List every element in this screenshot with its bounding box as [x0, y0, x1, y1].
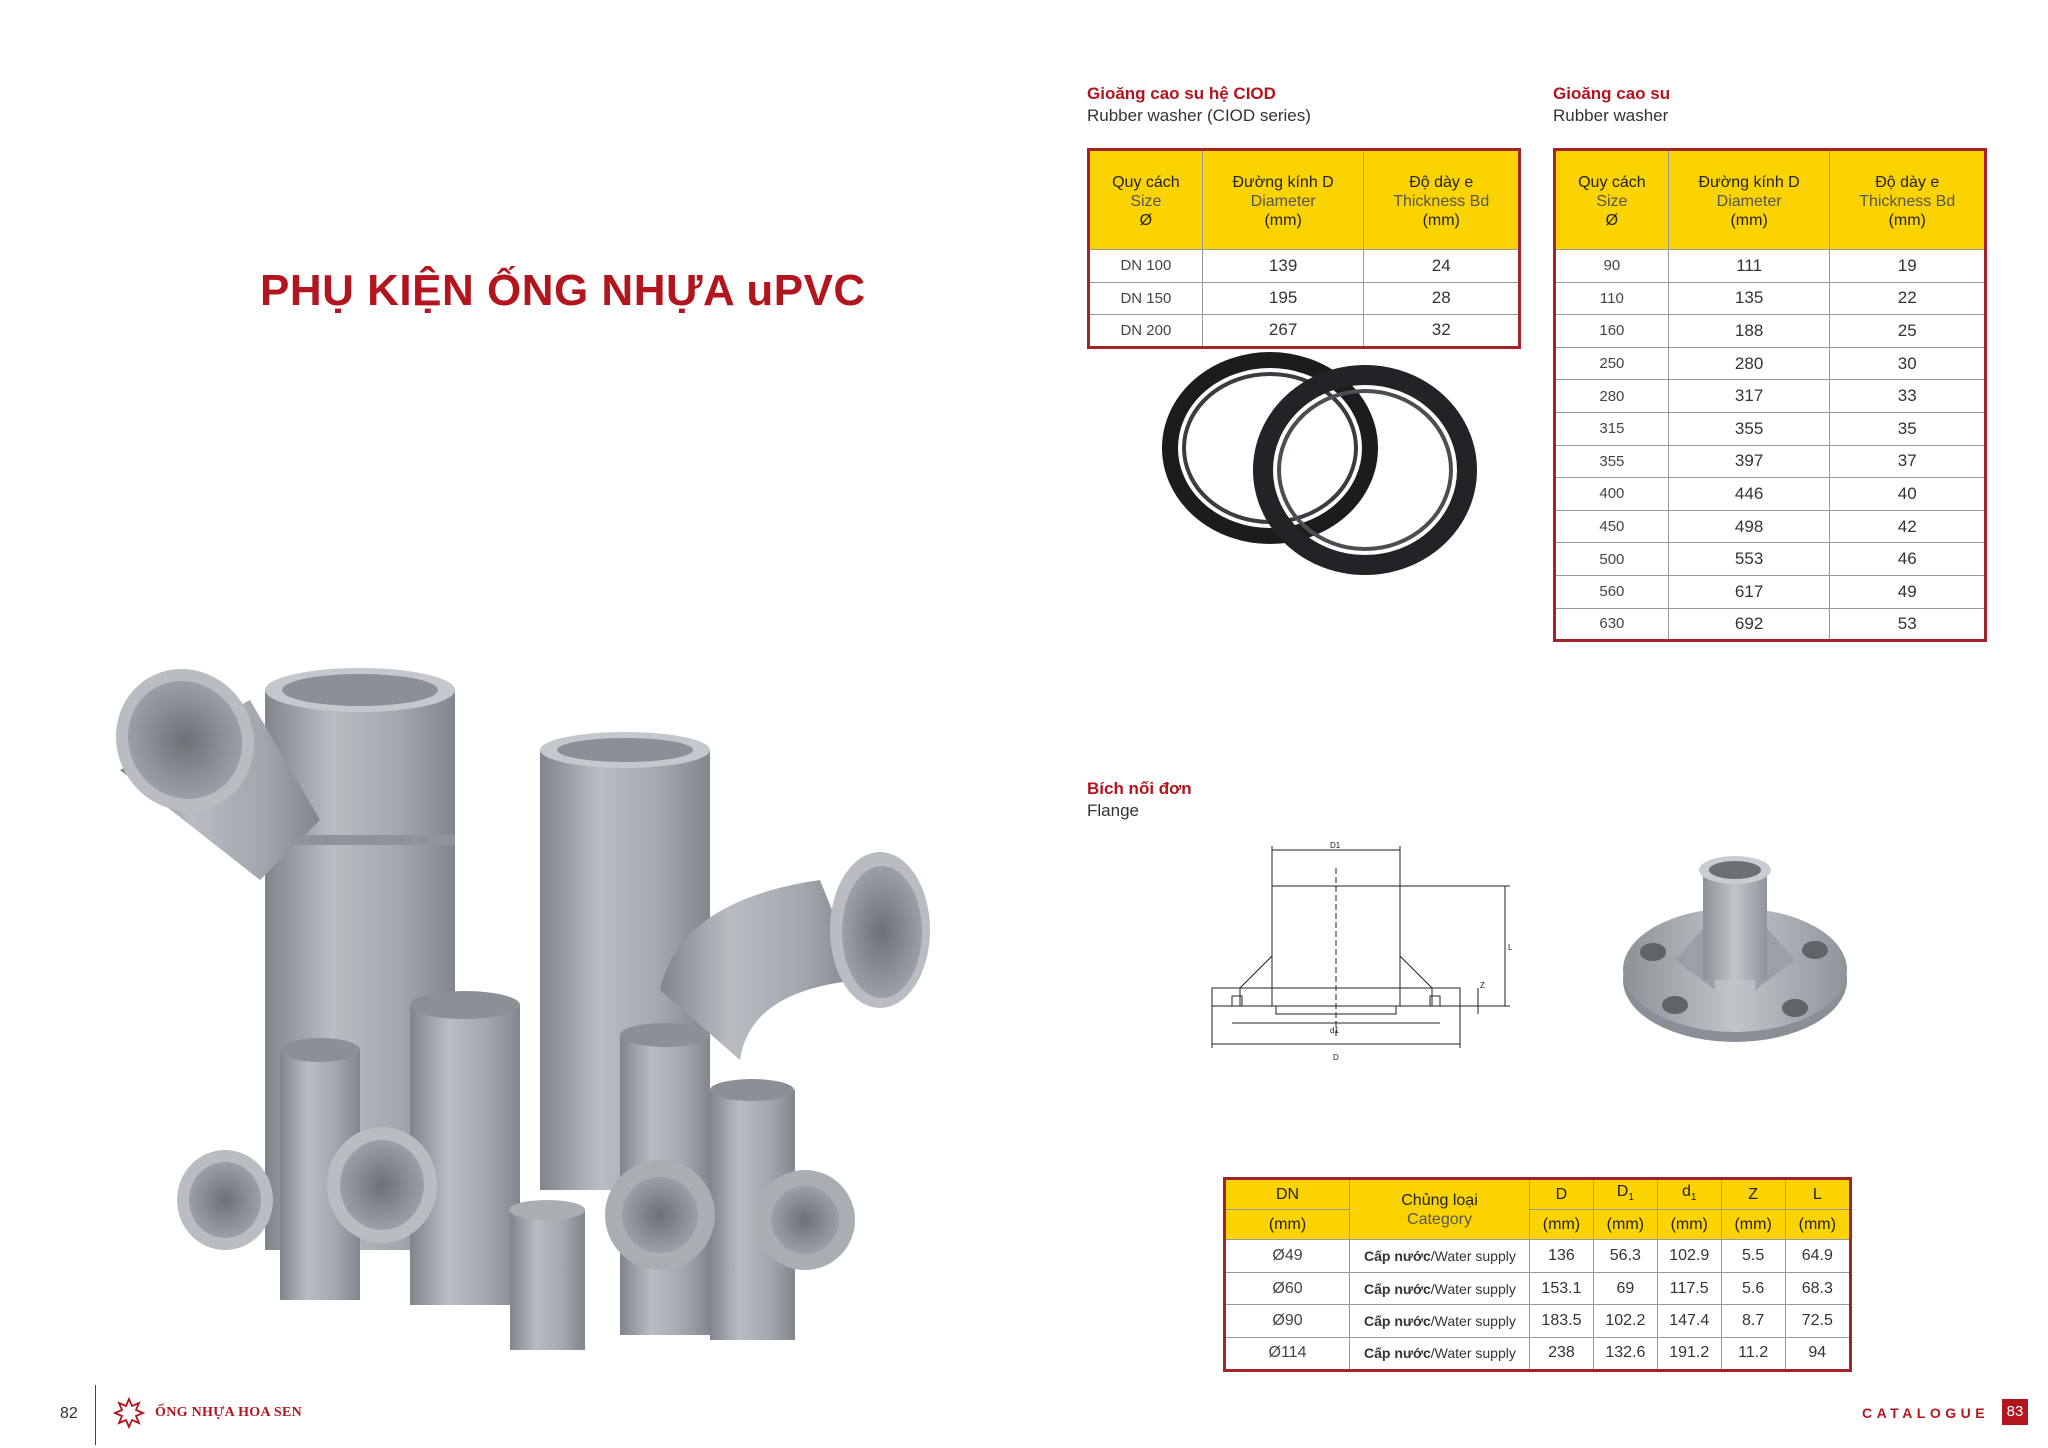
flange-technical-drawing: [1200, 838, 1530, 1068]
table-row: [1225, 1305, 1851, 1338]
d1-cell: 147.4: [1657, 1305, 1721, 1338]
size-cell: 90: [1555, 250, 1669, 283]
category-en: /Water supply: [1430, 1313, 1516, 1330]
size-cell: 160: [1555, 315, 1669, 348]
size-cell: DN 150: [1089, 282, 1203, 315]
size-cell: 400: [1555, 478, 1669, 511]
diameter-cell: 617: [1668, 575, 1830, 608]
L-cell: 68.3: [1785, 1272, 1850, 1305]
diameter-cell: 498: [1668, 510, 1830, 543]
d1-cell: 117.5: [1657, 1272, 1721, 1305]
table-unit-row: [1225, 1210, 1851, 1240]
L-cell: 94: [1785, 1337, 1850, 1370]
table-header-row: [1089, 150, 1520, 250]
table-row: [1089, 250, 1520, 283]
table-row: [1555, 282, 1986, 315]
label-D: D: [1333, 1053, 1339, 1062]
page-title: PHỤ KIỆN ỐNG NHỰA uPVC: [260, 266, 866, 315]
D1-unit: (mm): [1593, 1210, 1657, 1240]
header-subscript: 1: [1628, 1192, 1634, 1204]
header-text: Quy cách: [1112, 173, 1180, 191]
category-vi: Cấp nước: [1364, 1280, 1431, 1297]
diameter-cell: 280: [1668, 347, 1830, 380]
thickness-cell: 40: [1830, 478, 1986, 511]
label-L: L: [1508, 943, 1513, 952]
ciod-title-vi: Gioăng cao su hệ CIOD: [1087, 84, 1276, 103]
L-unit: (mm): [1785, 1210, 1850, 1240]
washer-section-heading: [1553, 84, 1670, 126]
table-row: [1555, 510, 1986, 543]
header-unit: (mm): [1422, 211, 1460, 229]
diameter-cell: 135: [1668, 282, 1830, 315]
L-cell: 72.5: [1785, 1305, 1850, 1338]
thickness-cell: 24: [1364, 250, 1520, 283]
header-subscript: 1: [1690, 1192, 1697, 1204]
category-cell: [1350, 1240, 1530, 1273]
header-subtext: Diameter: [1716, 192, 1782, 210]
header-unit: (mm): [1888, 211, 1926, 229]
table-row: [1555, 608, 1986, 641]
D1-cell: 69: [1593, 1272, 1657, 1305]
d1-unit: (mm): [1657, 1210, 1721, 1240]
diameter-cell: 553: [1668, 543, 1830, 576]
D1-header: [1593, 1179, 1657, 1210]
thickness-cell: 28: [1364, 282, 1520, 315]
header-text: Quy cách: [1578, 173, 1646, 191]
size-cell: 500: [1555, 543, 1669, 576]
table-row: [1555, 380, 1986, 413]
flange-title-en: Flange: [1087, 801, 1139, 820]
size-cell: 630: [1555, 608, 1669, 641]
thickness-cell: 49: [1830, 575, 1986, 608]
thickness-cell: 42: [1830, 510, 1986, 543]
size-cell: DN 100: [1089, 250, 1203, 283]
dn-cell: Ø49: [1225, 1240, 1350, 1273]
thickness-cell: 25: [1830, 315, 1986, 348]
size-cell: 560: [1555, 575, 1669, 608]
D-unit: (mm): [1530, 1210, 1594, 1240]
header-subtext: Thickness Bd: [1393, 192, 1490, 210]
table-row: [1555, 575, 1986, 608]
category-cell: [1350, 1305, 1530, 1338]
Z-cell: 8.7: [1721, 1305, 1785, 1338]
thickness-cell: 37: [1830, 445, 1986, 478]
size-header: [1089, 150, 1203, 250]
rubber-washer-table: [1553, 148, 1987, 642]
thickness-cell: 35: [1830, 412, 1986, 445]
diameter-cell: 111: [1668, 250, 1830, 283]
diameter-cell: 355: [1668, 412, 1830, 445]
category-cell: [1350, 1272, 1530, 1305]
table-row: [1089, 282, 1520, 315]
flange-title-vi: Bích nối đơn: [1087, 779, 1192, 798]
thickness-cell: 32: [1364, 315, 1520, 348]
size-header: [1555, 150, 1669, 250]
washer-title-vi: Gioăng cao su: [1553, 84, 1671, 103]
D-cell: 136: [1530, 1240, 1594, 1273]
dn-cell: Ø90: [1225, 1305, 1350, 1338]
size-cell: 315: [1555, 412, 1669, 445]
table-row: [1555, 478, 1986, 511]
dn-cell: Ø114: [1225, 1337, 1350, 1370]
table-row: [1555, 347, 1986, 380]
header-text: Đường kính D: [1698, 173, 1800, 191]
ciod-washer-table: [1087, 148, 1521, 349]
size-cell: 110: [1555, 282, 1669, 315]
flange-image: [1615, 840, 1855, 1050]
L-cell: 64.9: [1785, 1240, 1850, 1273]
category-vi: Cấp nước: [1364, 1247, 1431, 1264]
D1-cell: 56.3: [1593, 1240, 1657, 1273]
header-subtext: Thickness Bd: [1859, 192, 1956, 210]
D1-cell: 132.6: [1593, 1337, 1657, 1370]
header-text: Độ dày e: [1875, 173, 1940, 191]
header-subtext: Size: [1596, 192, 1628, 210]
fittings-photo: [60, 560, 980, 1390]
brand-name: ỐNG NHỰA HOA SEN: [155, 1405, 303, 1420]
diameter-header: [1202, 150, 1364, 250]
label-Z: Z: [1480, 981, 1485, 990]
dn-header: DN: [1225, 1179, 1350, 1210]
flange-section-heading: [1087, 779, 1192, 821]
D-cell: 238: [1530, 1337, 1594, 1370]
thickness-cell: 46: [1830, 543, 1986, 576]
L-header: L: [1785, 1179, 1850, 1210]
size-cell: 355: [1555, 445, 1669, 478]
table-row: [1225, 1240, 1851, 1273]
header-text: Đường kính D: [1232, 173, 1334, 191]
D1-cell: 102.2: [1593, 1305, 1657, 1338]
label-d1: d1: [1330, 1026, 1339, 1035]
Z-cell: 11.2: [1721, 1337, 1785, 1370]
table-row: [1555, 412, 1986, 445]
ciod-title-en: Rubber washer (CIOD series): [1087, 106, 1311, 125]
table-row: [1555, 445, 1986, 478]
category-en: /Water supply: [1430, 1345, 1516, 1362]
d1-header: [1657, 1179, 1721, 1210]
ciod-section-heading: [1087, 84, 1311, 126]
category-en: /Water supply: [1430, 1247, 1516, 1264]
table-row: [1555, 543, 1986, 576]
label-D1: D1: [1330, 841, 1341, 850]
size-cell: 450: [1555, 510, 1669, 543]
Z-unit: (mm): [1721, 1210, 1785, 1240]
diameter-cell: 317: [1668, 380, 1830, 413]
diameter-cell: 446: [1668, 478, 1830, 511]
thickness-cell: 53: [1830, 608, 1986, 641]
thickness-cell: 19: [1830, 250, 1986, 283]
rubber-washer-image: [1150, 330, 1480, 580]
Z-cell: 5.6: [1721, 1272, 1785, 1305]
diameter-cell: 195: [1202, 282, 1364, 315]
diameter-header: [1668, 150, 1830, 250]
diameter-cell: 692: [1668, 608, 1830, 641]
D-cell: 153.1: [1530, 1272, 1594, 1305]
page-number-right: 83: [2002, 1399, 2028, 1425]
diameter-cell: 397: [1668, 445, 1830, 478]
header-text: Chủng loại: [1401, 1191, 1478, 1209]
table-row: [1225, 1337, 1851, 1370]
category-cell: [1350, 1337, 1530, 1370]
footer-divider: [95, 1385, 96, 1445]
table-row: [1555, 250, 1986, 283]
Z-cell: 5.5: [1721, 1240, 1785, 1273]
category-vi: Cấp nước: [1364, 1313, 1431, 1330]
table-header-row: [1555, 150, 1986, 250]
D-header: D: [1530, 1179, 1594, 1210]
lotus-logo-icon: [113, 1397, 145, 1429]
header-text: d: [1681, 1183, 1691, 1200]
size-cell: DN 200: [1089, 315, 1203, 348]
table-header-row: [1225, 1179, 1851, 1210]
dn-cell: Ø60: [1225, 1272, 1350, 1305]
D-cell: 183.5: [1530, 1305, 1594, 1338]
thickness-header: [1364, 150, 1520, 250]
header-symbol: Ø: [1605, 211, 1619, 229]
washer-title-en: Rubber washer: [1553, 106, 1669, 125]
page-number-left: 82: [60, 1405, 78, 1422]
header-unit: (mm): [1730, 211, 1768, 229]
header-symbol: Ø: [1139, 211, 1153, 229]
table-row: [1225, 1272, 1851, 1305]
category-header: [1350, 1179, 1530, 1240]
thickness-cell: 33: [1830, 380, 1986, 413]
diameter-cell: 188: [1668, 315, 1830, 348]
header-subtext: Size: [1130, 192, 1162, 210]
size-cell: 250: [1555, 347, 1669, 380]
size-cell: 280: [1555, 380, 1669, 413]
header-unit: (mm): [1264, 211, 1302, 229]
catalogue-label: CATALOGUE: [1862, 1405, 1990, 1421]
thickness-header: [1830, 150, 1986, 250]
diameter-cell: 267: [1202, 315, 1364, 348]
table-row: [1555, 315, 1986, 348]
dn-unit: (mm): [1225, 1210, 1350, 1240]
header-subtext: Diameter: [1250, 192, 1316, 210]
category-en: /Water supply: [1430, 1280, 1516, 1297]
header-subtext: Category: [1407, 1210, 1472, 1228]
flange-table: [1223, 1177, 1852, 1372]
category-vi: Cấp nước: [1364, 1345, 1431, 1362]
header-text: Độ dày e: [1409, 173, 1474, 191]
header-text: D: [1616, 1183, 1629, 1200]
d1-cell: 191.2: [1657, 1337, 1721, 1370]
diameter-cell: 139: [1202, 250, 1364, 283]
Z-header: Z: [1721, 1179, 1785, 1210]
thickness-cell: 22: [1830, 282, 1986, 315]
thickness-cell: 30: [1830, 347, 1986, 380]
d1-cell: 102.9: [1657, 1240, 1721, 1273]
